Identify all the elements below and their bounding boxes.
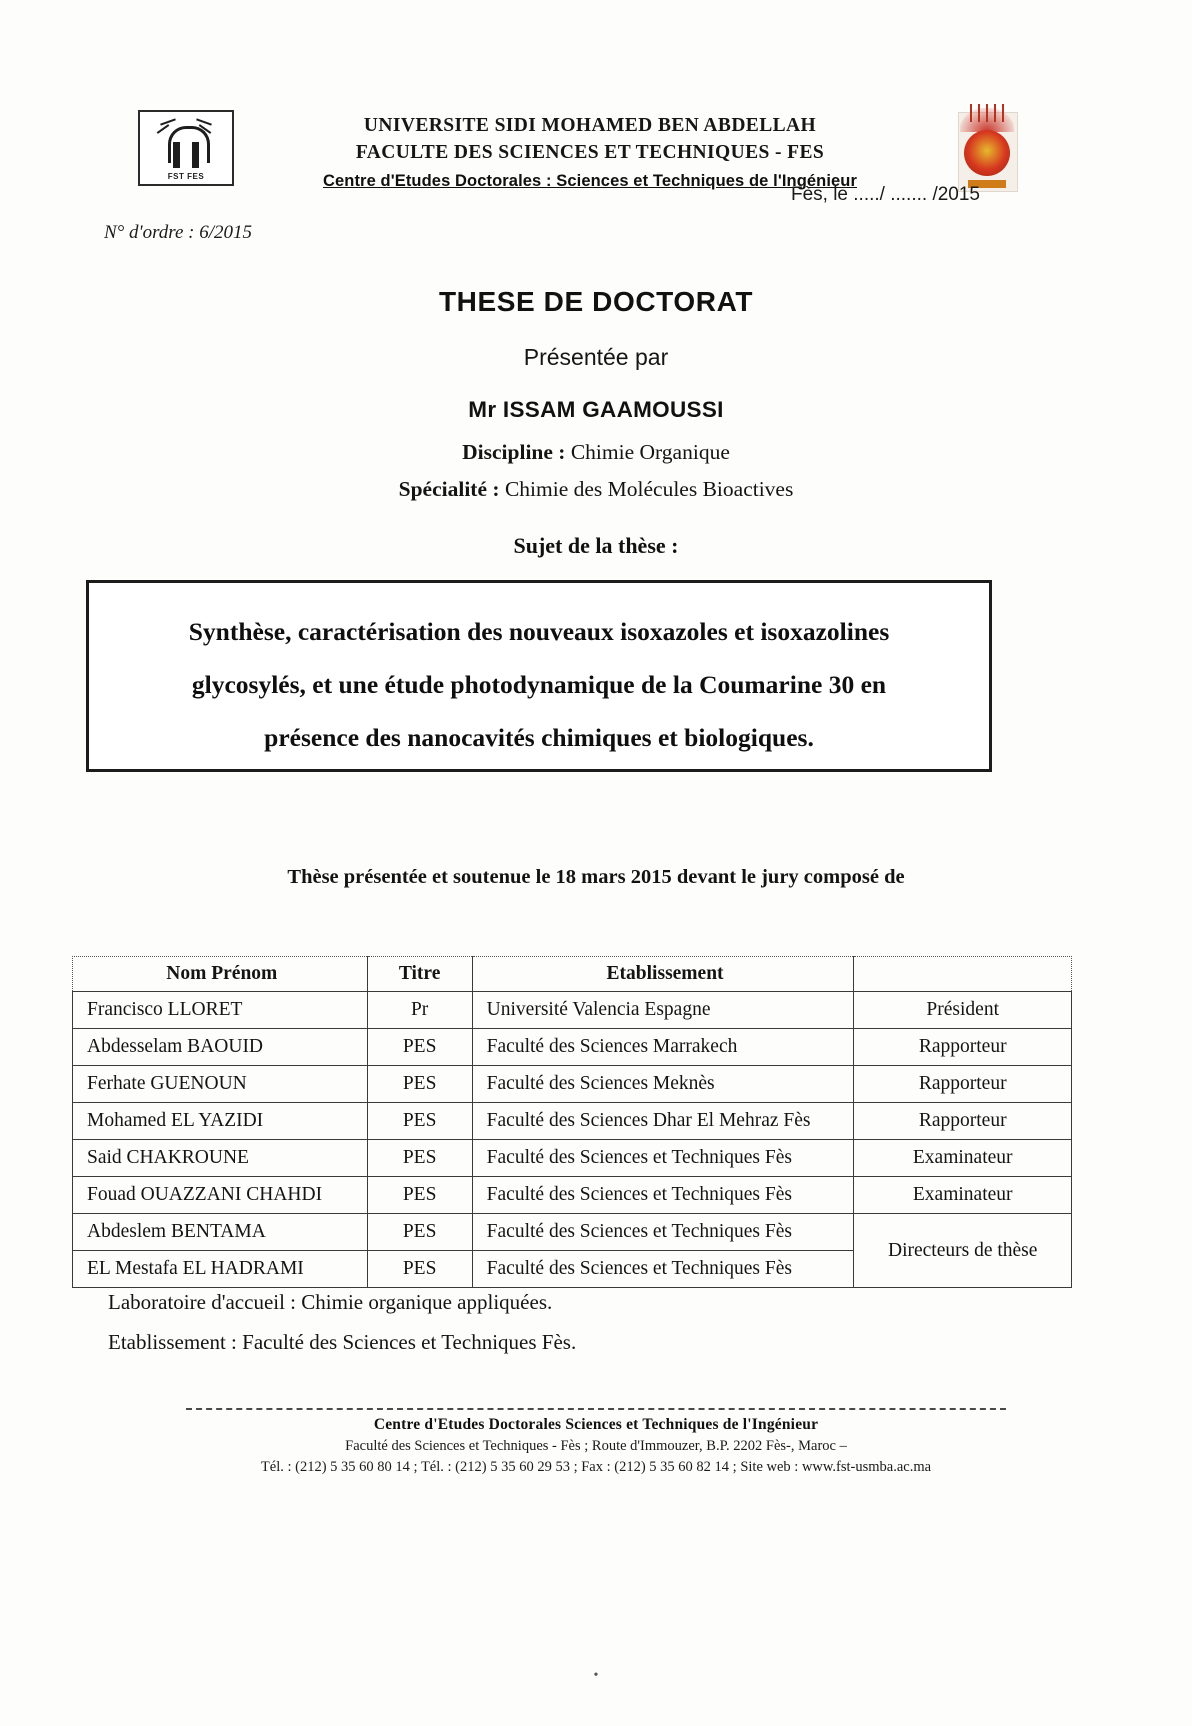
- emblem-spike: [986, 104, 988, 122]
- laboratory-line: Laboratoire d'accueil : Chimie organique appliquées.: [108, 1290, 553, 1314]
- cell-establishment: Faculté des Sciences Meknès: [472, 1066, 854, 1103]
- subject-label: Sujet de la thèse :: [513, 533, 679, 558]
- cell-name: Mohamed EL YAZIDI: [73, 1103, 368, 1140]
- table-row: [73, 1103, 1072, 1140]
- thesis-subject-box: [86, 580, 992, 772]
- establishment-line: Etablissement : Faculté des Sciences et Techniques Fès.: [108, 1330, 577, 1354]
- cell-title: PES: [367, 1066, 472, 1103]
- logo-left-frame: [138, 110, 234, 186]
- speciality-line: [0, 477, 1192, 502]
- thesis-subject-line: présence des nanocavités chimiques et biologiques.: [264, 723, 814, 752]
- cell-title: PES: [367, 1214, 472, 1251]
- header-line-faculty: FACULTE DES SCIENCES ET TECHNIQUES - FES: [355, 142, 825, 163]
- header-line-doctoral-center: Centre d'Etudes Doctorales : Sciences et Techniques de l'Ingénieur: [322, 172, 858, 190]
- cell-role: Président: [854, 992, 1072, 1029]
- cell-establishment: Faculté des Sciences et Techniques Fès: [472, 1140, 854, 1177]
- cell-name: Ferhate GUENOUN: [73, 1066, 368, 1103]
- cell-establishment: Faculté des Sciences et Techniques Fès: [472, 1251, 854, 1288]
- cell-title: PES: [367, 1029, 472, 1066]
- jury-table: [72, 956, 1072, 1288]
- speciality-label: Spécialité :: [398, 477, 500, 501]
- table-row: [73, 1140, 1072, 1177]
- footer-address: Faculté des Sciences et Techniques - Fès ; Route d'Immouzer, B.P. 2202 Fès-, Maroc –: [345, 1438, 847, 1454]
- cell-role: Rapporteur: [854, 1029, 1072, 1066]
- logo-pillar: [173, 142, 180, 168]
- page-footer: [0, 1408, 1192, 1476]
- emblem-spike: [978, 104, 980, 122]
- logo-left-caption: FST FES: [167, 172, 205, 181]
- discipline-label: Discipline :: [462, 440, 566, 464]
- cell-title: PES: [367, 1177, 472, 1214]
- emblem-spike: [970, 104, 972, 122]
- logo-ray: [157, 124, 170, 134]
- cell-title: PES: [367, 1140, 472, 1177]
- column-header-establishment: Etablissement: [472, 957, 854, 992]
- column-header-name: Nom Prénom: [73, 957, 368, 992]
- cell-role: Examinateur: [854, 1177, 1072, 1214]
- speciality-value: Chimie des Molécules Bioactives: [504, 477, 794, 501]
- table-row: [73, 1066, 1072, 1103]
- cell-role: Examinateur: [854, 1140, 1072, 1177]
- emblem-star-circle: [964, 130, 1010, 176]
- order-number: N° d'ordre : 6/2015: [104, 222, 253, 243]
- cell-name: Abdesselam BAOUID: [73, 1029, 368, 1066]
- cell-name: Fouad OUAZZANI CHAHDI: [73, 1177, 368, 1214]
- table-row: [73, 1177, 1072, 1214]
- page-bottom-mark: •: [593, 1668, 599, 1683]
- thesis-subject-line: Synthèse, caractérisation des nouveaux isoxazoles et isoxazolines: [188, 617, 890, 646]
- cell-name: Francisco LLORET: [73, 992, 368, 1029]
- presented-by-label: Présentée par: [523, 344, 669, 370]
- header-line-university: UNIVERSITE SIDI MOHAMED BEN ABDELLAH: [363, 115, 817, 136]
- thesis-subject-line: glycosylés, et une étude photodynamique de la Coumarine 30 en: [191, 670, 887, 699]
- footer-divider: [186, 1408, 1006, 1410]
- emblem-spike: [994, 104, 996, 122]
- table-row: [73, 1029, 1072, 1066]
- table-row: [73, 1214, 1072, 1251]
- cell-establishment: Faculté des Sciences Dhar El Mehraz Fès: [472, 1103, 854, 1140]
- discipline-line: [0, 440, 1192, 465]
- cell-name: Abdeslem BENTAMA: [73, 1214, 368, 1251]
- cell-name: Said CHAKROUNE: [73, 1140, 368, 1177]
- column-header-title: Titre: [367, 957, 472, 992]
- cell-establishment: Faculté des Sciences Marrakech: [472, 1029, 854, 1066]
- cell-establishment: Faculté des Sciences et Techniques Fès: [472, 1177, 854, 1214]
- page-title: THESE DE DOCTORAT: [438, 286, 754, 317]
- cell-title: Pr: [367, 992, 472, 1029]
- date-line: Fès, le ...../ ....... /2015: [790, 184, 980, 205]
- jury-intro-text: Thèse présentée et soutenue le 18 mars 2015 devant le jury composé de: [287, 866, 905, 888]
- document-header: [0, 52, 1192, 190]
- table-row: [73, 992, 1072, 1029]
- discipline-value: Chimie Organique: [570, 440, 730, 464]
- table-header-row: [73, 957, 1072, 992]
- cell-establishment: Faculté des Sciences et Techniques Fès: [472, 1214, 854, 1251]
- cell-title: PES: [367, 1103, 472, 1140]
- cell-role: Rapporteur: [854, 1066, 1072, 1103]
- author-name: Mr ISSAM GAAMOUSSI: [468, 397, 724, 422]
- cell-establishment: Université Valencia Espagne: [472, 992, 854, 1029]
- column-header-role: [854, 957, 1072, 992]
- cell-title: PES: [367, 1251, 472, 1288]
- footer-center-name: Centre d'Etudes Doctorales Sciences et Techniques de l'Ingénieur: [373, 1416, 819, 1433]
- header-institution-text: [240, 112, 940, 191]
- cell-role-merged: Directeurs de thèse: [854, 1214, 1072, 1288]
- logo-pillar: [192, 142, 199, 168]
- emblem-spike: [1002, 104, 1004, 122]
- footer-contacts: Tél. : (212) 5 35 60 80 14 ; Tél. : (212) 5 35 60 29 53 ; Fax : (212) 5 35 60 82 14 ; Site web : www.fst-usmba.ac.ma: [260, 1459, 932, 1475]
- cell-role: Rapporteur: [854, 1103, 1072, 1140]
- cell-name: EL Mestafa EL HADRAMI: [73, 1251, 368, 1288]
- university-logo-left: [138, 110, 230, 182]
